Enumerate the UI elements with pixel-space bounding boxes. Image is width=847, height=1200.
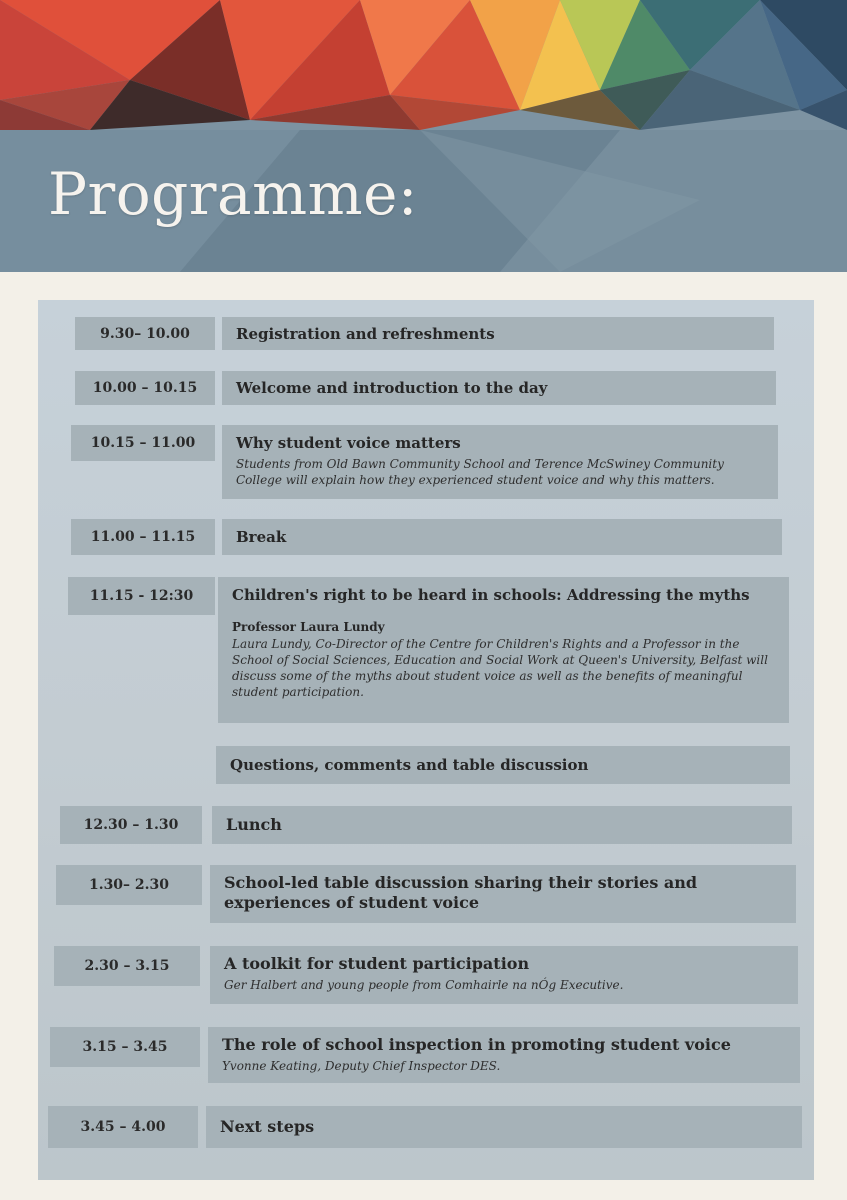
header-banner bbox=[0, 0, 847, 272]
agenda-item bbox=[208, 1027, 800, 1083]
agenda-item bbox=[218, 577, 789, 723]
agenda-item bbox=[210, 946, 798, 1004]
agenda-item-title: Next steps bbox=[220, 1117, 315, 1136]
time-slot: 12.30 – 1.30 bbox=[60, 806, 202, 844]
time-slot: 2.30 – 3.15 bbox=[54, 946, 200, 986]
agenda-item bbox=[212, 806, 792, 844]
time-slot: 1.30– 2.30 bbox=[56, 865, 202, 905]
agenda-item-title: Break bbox=[236, 528, 287, 546]
agenda-item-description: Laura Lundy, Co-Director of the Centre for Children's Rights and a Professor in the School of Social Sciences, Education and Social Work at Queen's University, Belfast will discuss some of the myths about student voice as well as the benefits of meaningful student participation. bbox=[232, 637, 768, 699]
agenda-item-title: School-led table discussion sharing their stories and experiences of student voice bbox=[224, 873, 698, 912]
agenda-item-description: Students from Old Bawn Community School and Terence McSwiney Community College will explain how they experienced student voice and why this matters. bbox=[236, 457, 724, 487]
programme-panel bbox=[38, 300, 814, 1180]
agenda-item bbox=[210, 865, 796, 923]
agenda-item-title: Children's right to be heard in schools: Addressing the myths bbox=[232, 586, 750, 604]
agenda-item-title: The role of school inspection in promoting student voice bbox=[222, 1035, 731, 1054]
agenda-item bbox=[222, 425, 778, 499]
agenda-item bbox=[216, 746, 790, 784]
agenda-item-title: Registration and refreshments bbox=[236, 324, 495, 343]
time-slot: 9.30– 10.00 bbox=[75, 317, 215, 350]
agenda-item-title: A toolkit for student participation bbox=[224, 954, 530, 973]
time-slot: 3.15 – 3.45 bbox=[50, 1027, 200, 1067]
time-slot: 11.00 – 11.15 bbox=[71, 519, 215, 555]
lowpoly-banner-graphic bbox=[0, 0, 847, 272]
agenda-item-title: Welcome and introduction to the day bbox=[236, 379, 548, 397]
agenda-item-description: Yvonne Keating, Deputy Chief Inspector DES. bbox=[222, 1059, 501, 1073]
time-slot: 3.45 – 4.00 bbox=[48, 1106, 198, 1148]
page-title: Programme: bbox=[48, 160, 418, 228]
time-slot: 10.15 – 11.00 bbox=[71, 425, 215, 461]
time-slot: 10.00 – 10.15 bbox=[75, 371, 215, 405]
agenda-item-title: Lunch bbox=[226, 815, 282, 834]
time-slot: 11.15 - 12:30 bbox=[68, 577, 215, 615]
agenda-item-description: Ger Halbert and young people from Comhairle na nÓg Executive. bbox=[224, 978, 624, 992]
agenda-item bbox=[222, 317, 774, 350]
agenda-item bbox=[206, 1106, 802, 1148]
agenda-item-title: Questions, comments and table discussion bbox=[230, 756, 589, 774]
agenda-item bbox=[222, 371, 776, 405]
agenda-item bbox=[222, 519, 782, 555]
agenda-item-title: Why student voice matters bbox=[236, 434, 461, 452]
agenda-item-speaker: Professor Laura Lundy bbox=[232, 620, 385, 634]
